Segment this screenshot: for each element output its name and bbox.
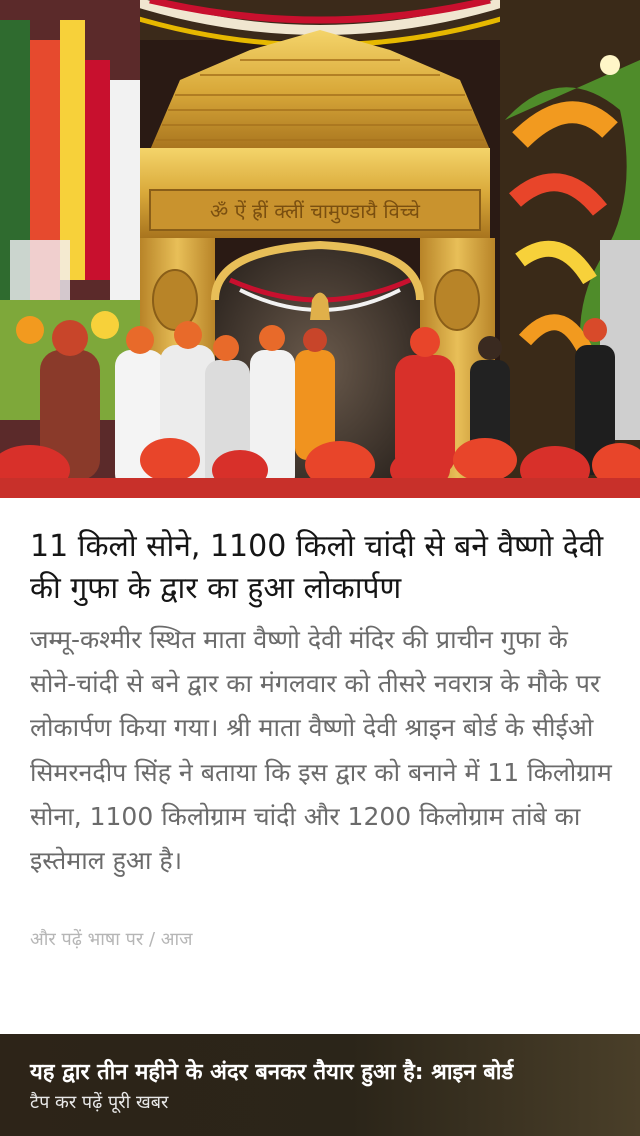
article-headline[interactable]: 11 किलो सोने, 1100 किलो चांदी से बने वैष्णो देवी की गुफा के द्वार का हुआ लोकार्पण bbox=[30, 529, 604, 606]
hero-image[interactable] bbox=[0, 0, 640, 498]
read-more-source[interactable]: और पढ़ें भाषा पर / आज bbox=[30, 929, 193, 950]
article-summary: जम्मू-कश्मीर स्थित माता वैष्णो देवी मंदिर की प्राचीन गुफा के सोने-चांदी से बने द्वार का मंगलवार को तीसरे नवरात्र के मौके पर लोकार्पण किया गया। श्री माता वैष्णो देवी श्राइन बोर्ड के सीईओ सिमरनदीप सिंह ने बताया कि इस द्वार को बनाने में 11 किलोग्राम सोना, 1100 किलोग्राम चांदी और 1200 किलोग्राम तांबे का इस्तेमाल हुआ है। bbox=[30, 625, 612, 876]
next-story-headline[interactable]: यह द्वार तीन महीने के अंदर बनकर तैयार हुआ है: श्राइन बोर्ड bbox=[30, 1060, 514, 1085]
tap-to-read-link[interactable]: टैप कर पढ़ें पूरी खबर bbox=[30, 1092, 169, 1113]
gate-inscription: ॐ ऐं ह्रीं क्लीं चामुण्डायै विच्चे bbox=[210, 199, 420, 223]
